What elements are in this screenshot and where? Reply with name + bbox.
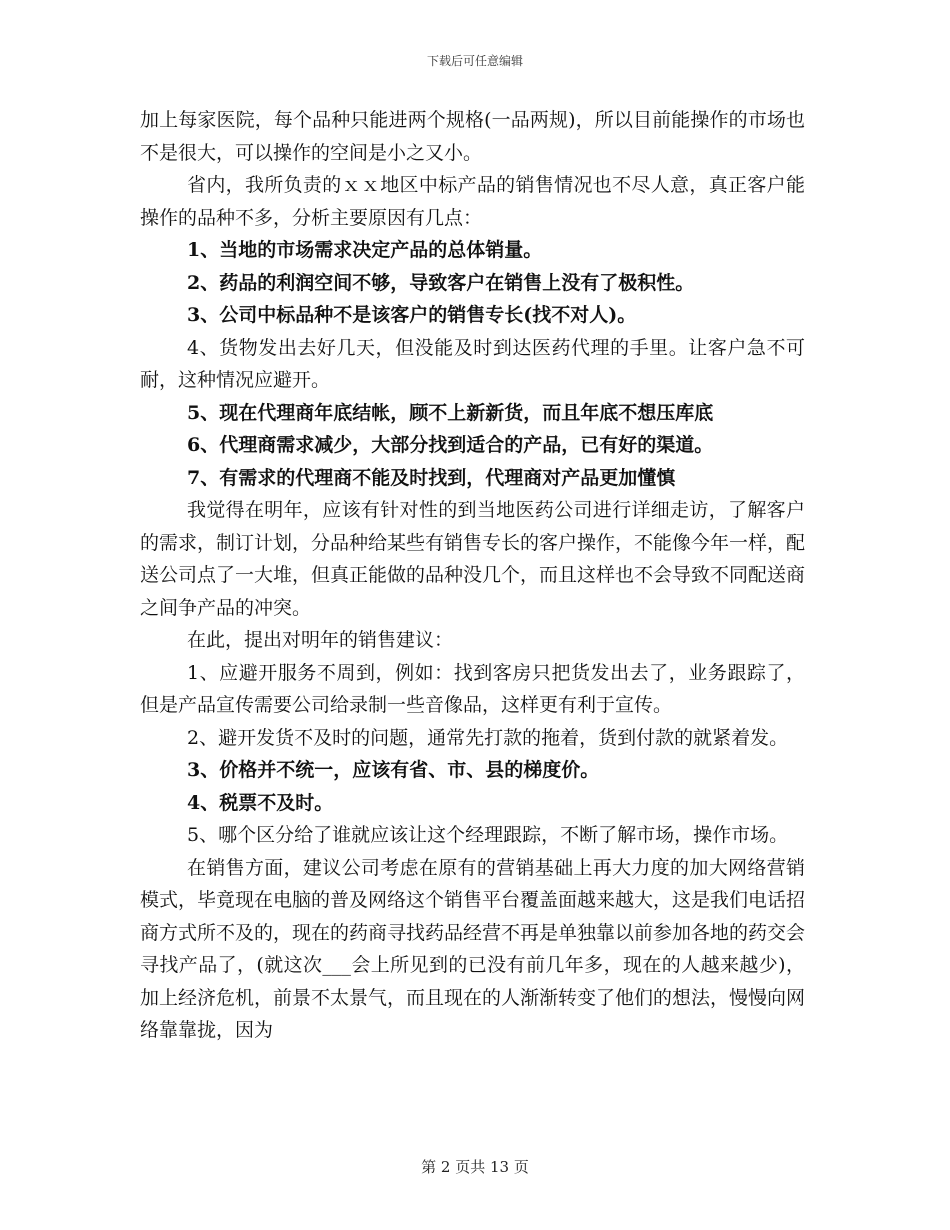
- paragraph: 1、应避开服务不周到，例如：找到客房只把货发出去了，业务跟踪了，但是产品宣传需要公司给录制一些音像品，这样更有利于宣传。: [140, 661, 805, 716]
- paragraph-bold: 4、税票不及时。: [187, 791, 334, 814]
- paragraph: 5、哪个区分给了谁就应该让这个经理跟踪，不断了解市场，操作市场。: [187, 824, 789, 846]
- document-body: [140, 104, 805, 1047]
- page-footer: 第 2 页共 13 页: [421, 1158, 529, 1176]
- paragraph: 2、避开发货不及时的问题，通常先打款的拖着，货到付款的就紧着发。: [187, 726, 789, 749]
- paragraph: 我觉得在明年，应该有针对性的到当地医药公司进行详细走访，了解客户的需求，制订计划，分品种给某些有销售专长的客户操作，不能像今年一样，配送公司点了一大堆，但真正能做的品种没几个，而且这样也不会导致不同配送商之间争产品的冲突。: [140, 499, 806, 619]
- paragraph-bold: 3、价格并不统一，应该有省、市、县的梯度价。: [187, 759, 600, 781]
- paragraph: 在销售方面，建议公司考虑在原有的营销基础上再大力度的加大网络营销模式，毕竟现在电脑的普及网络这个销售平台覆盖面越来越大，这是我们电话招商方式所不及的，现在的药商寻找药品经营不再是单独靠以前参加各地的药交会寻找产品了，(就这次___会上所见到的已没有前几年多，现在的人越来越少)，加上经济危机，前景不太景气，而且现在的人渐渐转变了他们的想法，慢慢向网络靠靠拢，因为: [140, 856, 806, 1041]
- paragraph-bold: 7、有需求的代理商不能及时找到，代理商对产品更加懂慎: [187, 466, 676, 489]
- paragraph-bold: 1、当地的市场需求决定产品的总体销量。: [187, 239, 543, 261]
- paragraph-bold: 5、现在代理商年底结帐，顾不上新新货，而且年底不想压库底: [187, 401, 714, 424]
- paragraph-bold: 3、公司中标品种不是该客户的销售专长(找不对人)。: [187, 304, 637, 326]
- paragraph: 在此，提出对明年的销售建议：: [187, 629, 454, 651]
- page-header: 下载后可任意编辑: [426, 54, 523, 68]
- paragraph: 加上每家医院，每个品种只能进两个规格(一品两规)，所以目前能操作的市场也不是很大，可以操作的空间是小之又小。: [140, 109, 805, 164]
- paragraph: 4、货物发出去好几天，但没能及时到达医药代理的手里。让客户急不可耐，这种情况应避开。: [140, 336, 805, 391]
- paragraph-bold: 6、代理商需求减少，大部分找到适合的产品，已有好的渠道。: [187, 434, 714, 456]
- paragraph: 省内，我所负责的ｘｘ地区中标产品的销售情况也不尽人意，真正客户能操作的品种不多，分析主要原因有几点：: [140, 174, 805, 229]
- paragraph-bold: 2、药品的利润空间不够，导致客户在销售上没有了极积性。: [187, 271, 695, 294]
